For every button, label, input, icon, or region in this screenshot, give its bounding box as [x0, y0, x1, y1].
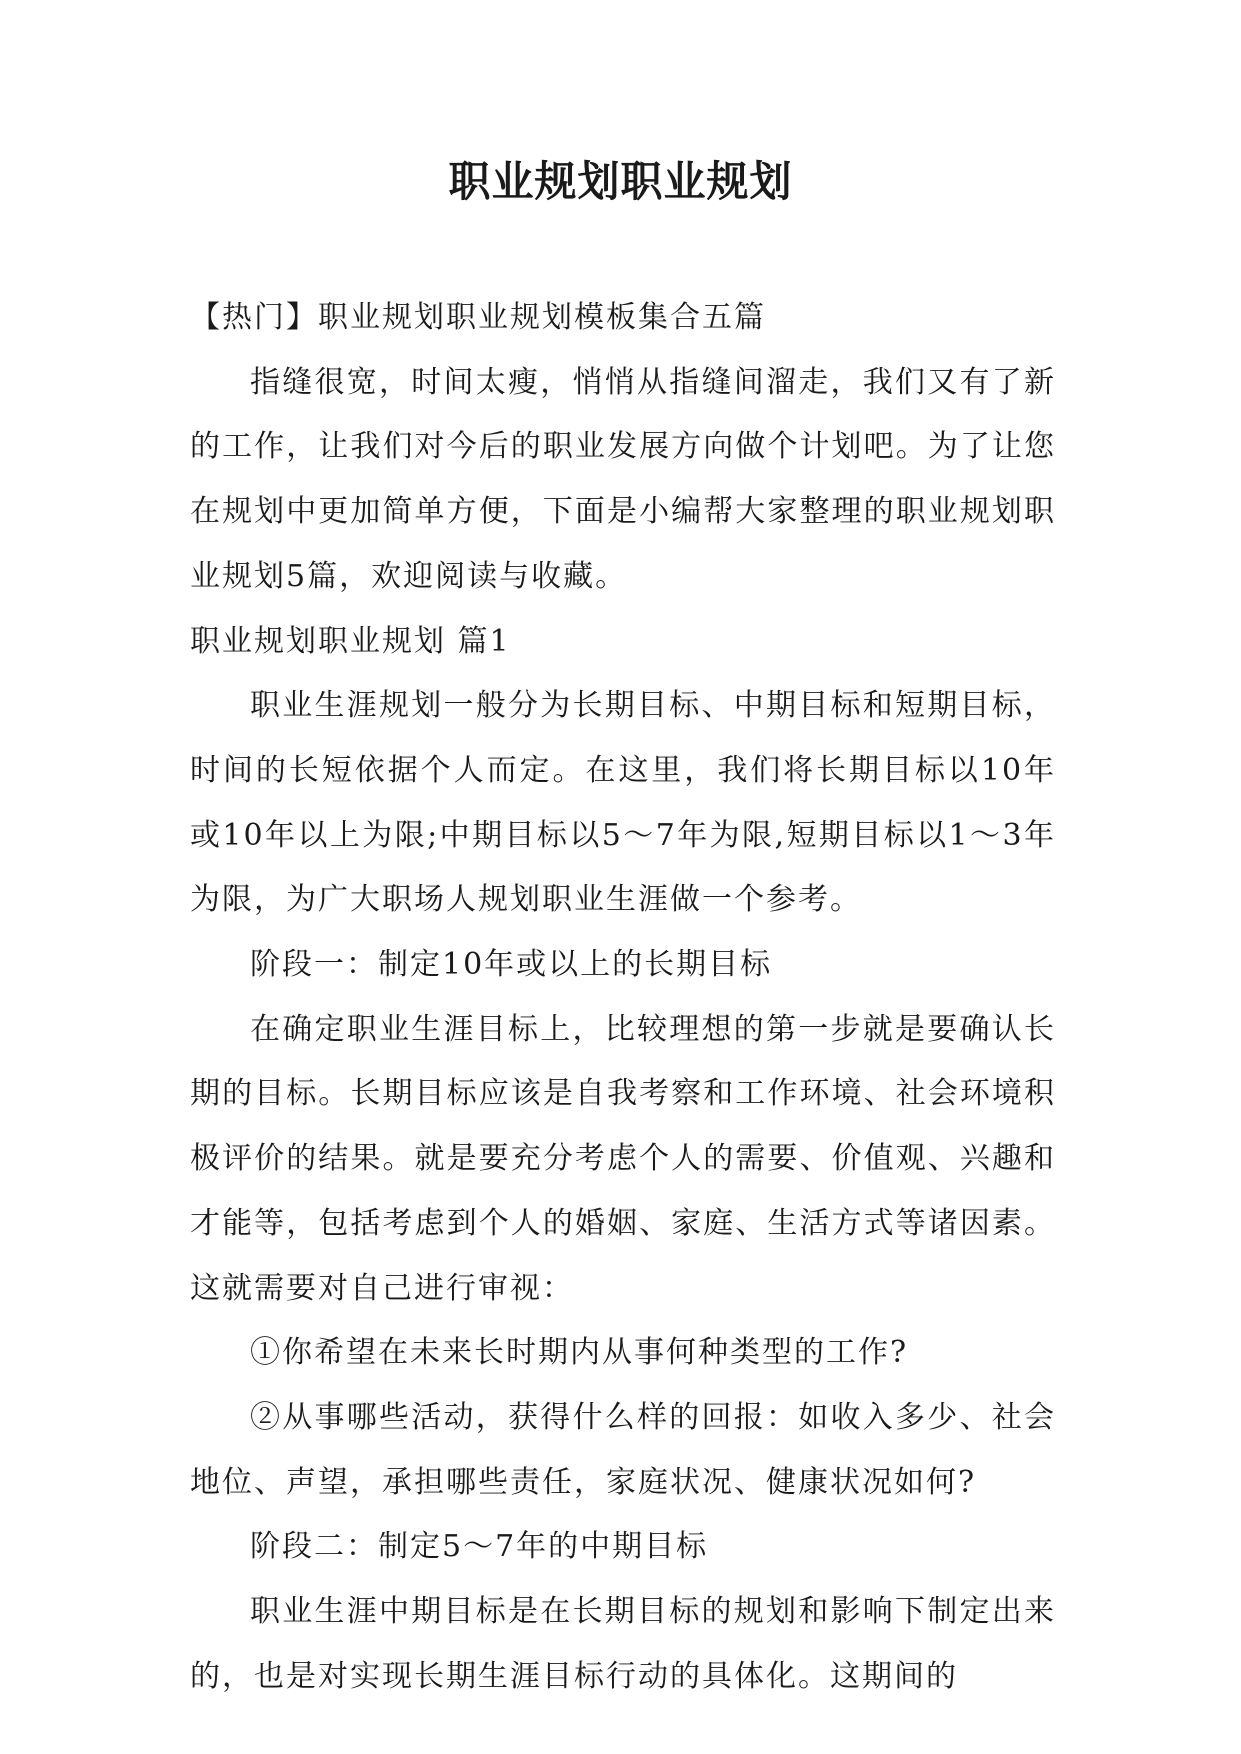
document-body	[190, 286, 1056, 1709]
body-paragraph: 在确定职业生涯目标上，比较理想的第一步就是要确认长期的目标。长期目标应该是自我考察和工作环境、社会环境积极评价的结果。就是要充分考虑个人的需要、价值观、兴趣和才能等，包括考虑到个人的婚姻、家庭、生活方式等诸因素。这就需要对自己进行审视：	[190, 1011, 1056, 1306]
list-item: ②从事哪些活动，获得什么样的回报：如收入多少、社会地位、声望，承担哪些责任，家庭状况、健康状况如何?	[190, 1399, 1056, 1500]
stage-heading: 阶段二：制定5～7年的中期目标	[250, 1529, 709, 1565]
list-item: ①你希望在未来长时期内从事何种类型的工作?	[250, 1335, 909, 1371]
intro-heading: 【热门】职业规划职业规划模板集合五篇	[190, 300, 766, 335]
document-title: 职业规划职业规划	[448, 157, 793, 206]
stage-heading: 阶段一：制定10年或以上的长期目标	[250, 947, 773, 983]
body-paragraph: 职业生涯规划一般分为长期目标、中期目标和短期目标，时间的长短依据个人而定。在这里，我们将长期目标以10年或10年以上为限;中期目标以5～7年为限,短期目标以1～3年为限，为广大职场人规划职业生涯做一个参考。	[190, 688, 1056, 918]
section-heading: 职业规划职业规划 篇1	[190, 623, 511, 659]
body-paragraph: 职业生涯中期目标是在长期目标的规划和影响下制定出来的，也是对实现长期生涯目标行动的具体化。这期间的	[190, 1594, 1056, 1694]
intro-paragraph: 指缝很宽，时间太瘦，悄悄从指缝间溜走，我们又有了新的工作，让我们对今后的职业发展方向做个计划吧。为了让您在规划中更加简单方便，下面是小编帮大家整理的职业规划职业规划5篇，欢迎阅读与收藏。	[190, 364, 1056, 594]
